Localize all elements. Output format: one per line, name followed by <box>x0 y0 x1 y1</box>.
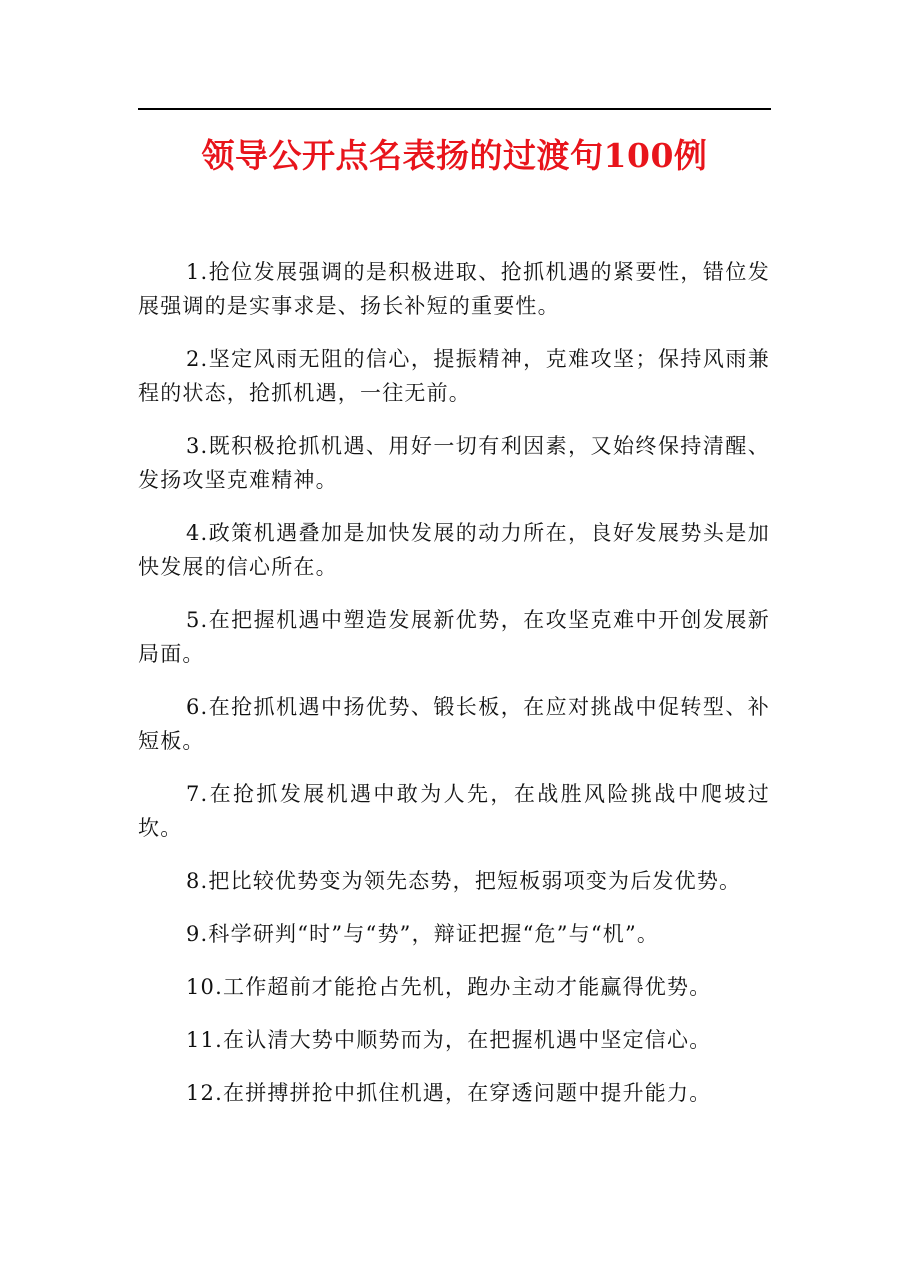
list-item: 5.在把握机遇中塑造发展新优势，在攻坚克难中开创发展新局面。 <box>138 608 770 666</box>
document-title: 领导公开点名表扬的过渡句100例 <box>201 136 708 175</box>
list-item: 3.既积极抢抓机遇、用好一切有利因素，又始终保持清醒、发扬攻坚克难精神。 <box>138 434 770 492</box>
list-item: 7.在抢抓发展机遇中敢为人先，在战胜风险挑战中爬坡过坎。 <box>138 782 770 840</box>
list-item: 10.工作超前才能抢占先机，跑办主动才能赢得优势。 <box>186 975 712 999</box>
list-item: 9.科学研判“时”与“势”，辩证把握“危”与“机”。 <box>186 922 660 946</box>
list-item: 11.在认清大势中顺势而为，在把握机遇中坚定信心。 <box>186 1028 712 1052</box>
document-body <box>138 255 770 1129</box>
list-item: 8.把比较优势变为领先态势，把短板弱项变为后发优势。 <box>186 869 742 893</box>
list-item: 6.在抢抓机遇中扬优势、锻长板，在应对挑战中促转型、补短板。 <box>138 695 770 753</box>
list-item: 2.坚定风雨无阻的信心，提振精神，克难攻坚；保持风雨兼程的状态，抢抓机遇，一往无前。 <box>138 347 770 405</box>
list-item: 12.在拼搏拼抢中抓住机遇，在穿透问题中提升能力。 <box>186 1081 712 1105</box>
list-item: 1.抢位发展强调的是积极进取、抢抓机遇的紧要性，错位发展强调的是实事求是、扬长补短的重要性。 <box>138 260 770 318</box>
header-rule <box>138 108 771 110</box>
list-item: 4.政策机遇叠加是加快发展的动力所在，良好发展势头是加快发展的信心所在。 <box>138 521 770 579</box>
